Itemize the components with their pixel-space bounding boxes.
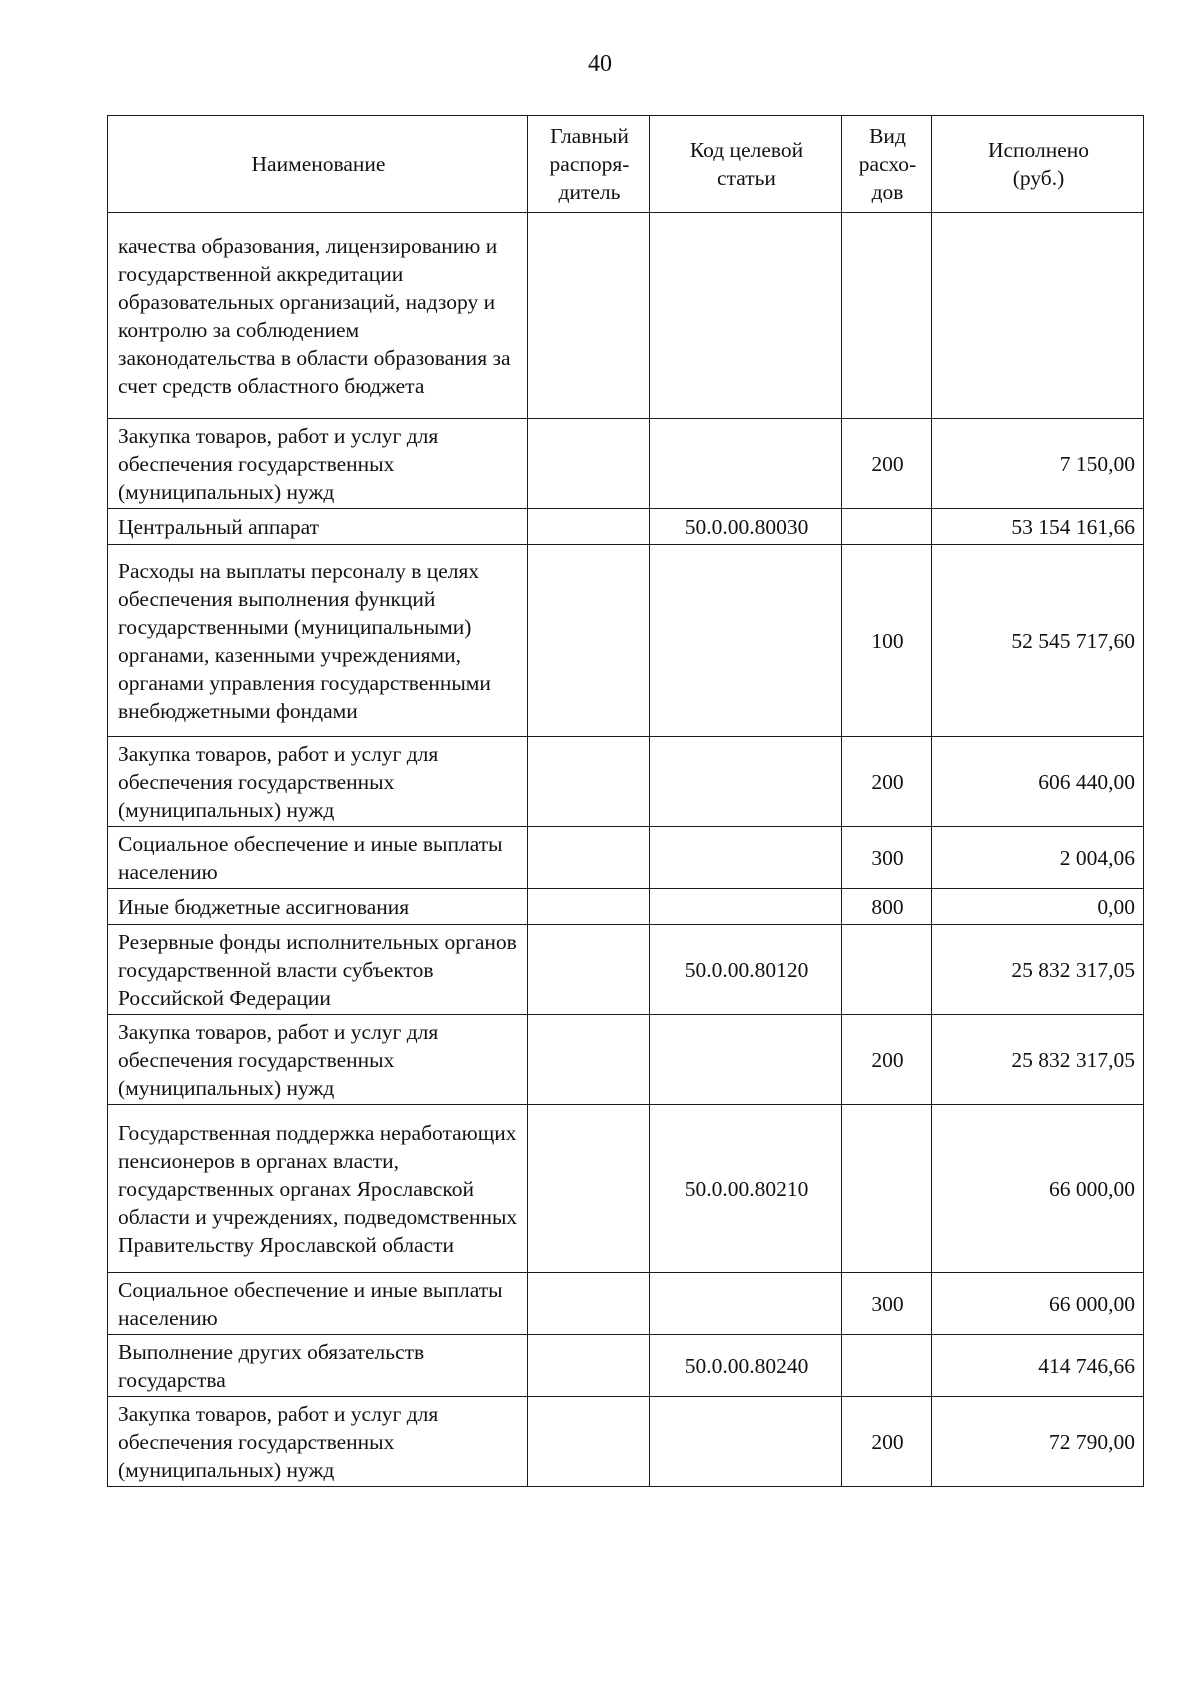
row-name-cell: Социальное обеспечение и иные выплаты населению: [108, 1273, 528, 1335]
row-name-cell: Социальное обеспечение и иные выплаты населению: [108, 827, 528, 889]
row-sum-cell: 25 832 317,05: [932, 1015, 1144, 1105]
row-kind-cell: 200: [842, 419, 932, 509]
table-row: [108, 1335, 1144, 1397]
row-chief-cell: [528, 545, 650, 737]
row-sum-cell: 0,00: [932, 889, 1144, 925]
row-sum-cell: 66 000,00: [932, 1273, 1144, 1335]
row-chief-cell: [528, 925, 650, 1015]
row-chief-cell: [528, 509, 650, 545]
row-chief-cell: [528, 1105, 650, 1273]
row-chief-cell: [528, 1397, 650, 1487]
header-name: Наименование: [108, 116, 528, 213]
row-name-cell: Расходы на выплаты персоналу в целях обеспечения выполнения функций государственными (муниципальными) органами, казенными учреждениями, органами управления государственными внебюджетными фондами: [108, 545, 528, 737]
table-row: [108, 509, 1144, 545]
row-code-cell: [650, 1015, 842, 1105]
row-sum-cell: 25 832 317,05: [932, 925, 1144, 1015]
page-number: 40: [588, 51, 612, 77]
row-name-cell: Выполнение других обязательств государства: [108, 1335, 528, 1397]
row-name-cell: Закупка товаров, работ и услуг для обеспечения государственных (муниципальных) нужд: [108, 1015, 528, 1105]
row-sum-cell: 414 746,66: [932, 1335, 1144, 1397]
row-sum-cell: 2 004,06: [932, 827, 1144, 889]
row-chief-cell: [528, 1273, 650, 1335]
row-name-cell: Закупка товаров, работ и услуг для обеспечения государственных (муниципальных) нужд: [108, 419, 528, 509]
row-code-cell: [650, 1273, 842, 1335]
row-kind-cell: 300: [842, 827, 932, 889]
row-code-cell: 50.0.00.80210: [650, 1105, 842, 1273]
row-code-cell: [650, 889, 842, 925]
row-chief-cell: [528, 1015, 650, 1105]
row-name-cell: Иные бюджетные ассигнования: [108, 889, 528, 925]
table-row: [108, 737, 1144, 827]
table-row: [108, 827, 1144, 889]
header-sum: Исполнено (руб.): [932, 116, 1144, 213]
row-code-cell: [650, 827, 842, 889]
row-chief-cell: [528, 1335, 650, 1397]
table-row: [108, 213, 1144, 419]
budget-table: [107, 115, 1144, 1487]
row-sum-cell: 52 545 717,60: [932, 545, 1144, 737]
row-kind-cell: [842, 1335, 932, 1397]
row-code-cell: 50.0.00.80120: [650, 925, 842, 1015]
row-sum-cell: 606 440,00: [932, 737, 1144, 827]
row-kind-cell: 100: [842, 545, 932, 737]
table-header-row: [108, 116, 1144, 213]
row-sum-cell: 72 790,00: [932, 1397, 1144, 1487]
row-name-cell: Центральный аппарат: [108, 509, 528, 545]
table-row: [108, 545, 1144, 737]
row-kind-cell: 200: [842, 1397, 932, 1487]
row-chief-cell: [528, 889, 650, 925]
row-kind-cell: [842, 1105, 932, 1273]
row-kind-cell: 800: [842, 889, 932, 925]
row-chief-cell: [528, 419, 650, 509]
row-kind-cell: [842, 213, 932, 419]
row-name-cell: качества образования, лицензированию и государственной аккредитации образовательных организаций, надзору и контролю за соблюдением законодательства в области образования за счет средств областного бюджета: [108, 213, 528, 419]
row-code-cell: 50.0.00.80240: [650, 1335, 842, 1397]
header-code: Код целевой статьи: [650, 116, 842, 213]
row-kind-cell: 200: [842, 1015, 932, 1105]
row-kind-cell: 200: [842, 737, 932, 827]
row-chief-cell: [528, 827, 650, 889]
row-kind-cell: 300: [842, 1273, 932, 1335]
row-code-cell: [650, 737, 842, 827]
row-code-cell: [650, 545, 842, 737]
row-sum-cell: 7 150,00: [932, 419, 1144, 509]
row-name-cell: Государственная поддержка неработающих пенсионеров в органах власти, государственных органах Ярославской области и учреждениях, подведомственных Правительству Ярославской области: [108, 1105, 528, 1273]
table-row: [108, 1397, 1144, 1487]
row-sum-cell: 53 154 161,66: [932, 509, 1144, 545]
table-row: [108, 1273, 1144, 1335]
table-row: [108, 925, 1144, 1015]
table-row: [108, 889, 1144, 925]
header-kind: Вид расхо- дов: [842, 116, 932, 213]
row-code-cell: [650, 213, 842, 419]
row-name-cell: Закупка товаров, работ и услуг для обеспечения государственных (муниципальных) нужд: [108, 1397, 528, 1487]
table-row: [108, 1105, 1144, 1273]
row-name-cell: Закупка товаров, работ и услуг для обеспечения государственных (муниципальных) нужд: [108, 737, 528, 827]
row-name-cell: Резервные фонды исполнительных органов государственной власти субъектов Российской Федерации: [108, 925, 528, 1015]
row-chief-cell: [528, 213, 650, 419]
row-sum-cell: 66 000,00: [932, 1105, 1144, 1273]
table-row: [108, 1015, 1144, 1105]
header-chief: Главный распоря- дитель: [528, 116, 650, 213]
row-code-cell: 50.0.00.80030: [650, 509, 842, 545]
row-kind-cell: [842, 925, 932, 1015]
row-code-cell: [650, 419, 842, 509]
row-sum-cell: [932, 213, 1144, 419]
row-kind-cell: [842, 509, 932, 545]
row-chief-cell: [528, 737, 650, 827]
table-row: [108, 419, 1144, 509]
row-code-cell: [650, 1397, 842, 1487]
